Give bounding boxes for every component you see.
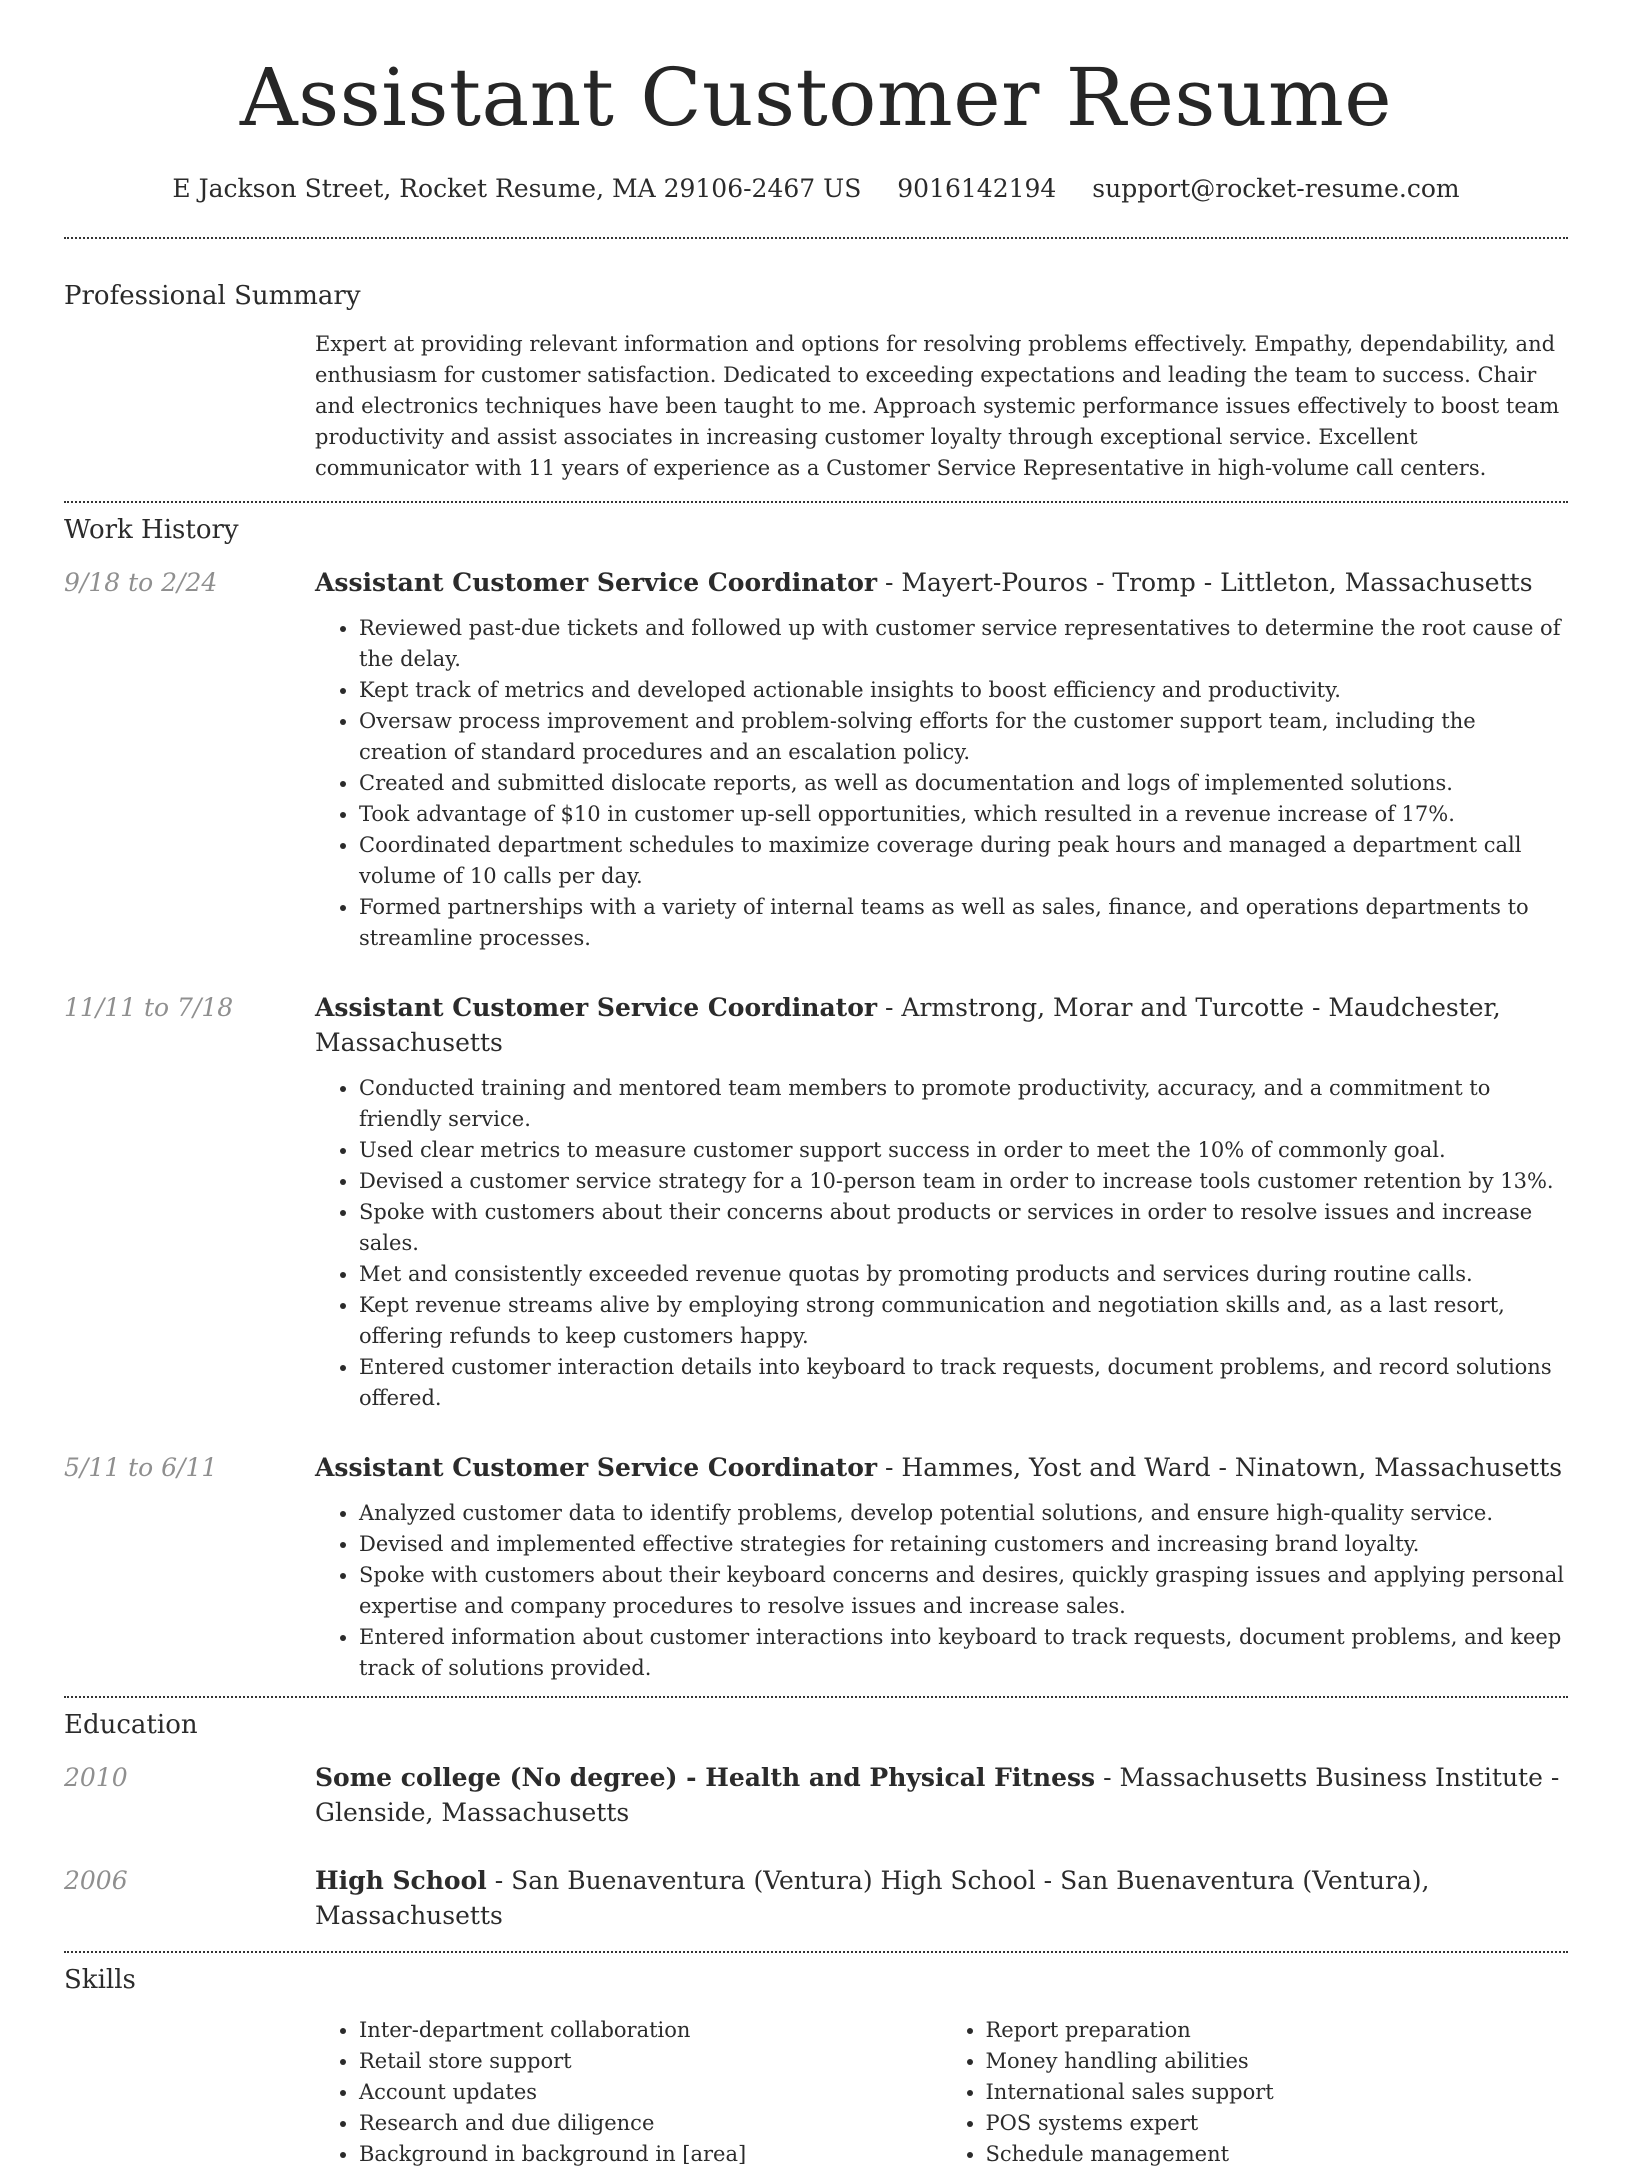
job-date: 11/11 to 7/18 <box>64 993 234 1022</box>
education-date: 2006 <box>64 1866 128 1895</box>
skills-column-right <box>942 2015 1569 2170</box>
education-entry <box>64 1863 1568 1933</box>
section-title-summary: Professional Summary <box>64 281 361 311</box>
job-heading <box>315 1450 1568 1485</box>
list-item: • Entered information about customer interactions into keyboard to track requests, document problems, and keep track of solutions provided. <box>359 1622 1568 1684</box>
contact-email: support@rocket-resume.com <box>1092 174 1460 203</box>
skill-item: • Report preparation <box>986 2015 1569 2046</box>
summary-text: Expert at providing relevant information and options for resolving problems effectively. Empathy, dependability, and enthusiasm for customer satisfaction. Dedicated to exceeding expectations and leading the team to success. Chair and electronics techniques have been taught to me. Approach systemic performance issues effectively to boost team productivity and assist associates in increasing customer loyalty through exceptional service. Excellent communicator with 11 years of experience as a Customer Service Representative in high-volume call centers. <box>315 332 1560 480</box>
contact-phone: 9016142194 <box>897 174 1057 203</box>
list-item: • Reviewed past-due tickets and followed up with customer service representatives to determine the root cause of the delay. <box>359 613 1568 675</box>
job-company: - Mayert-Pouros - Tromp - Littleton, Massachusetts <box>877 568 1533 597</box>
list-item: • Used clear metrics to measure customer support success in order to meet the 10% of commonly goal. <box>359 1135 1568 1166</box>
list-item: • Met and consistently exceeded revenue quotas by promoting products and services during routine calls. <box>359 1259 1568 1290</box>
list-item: • Oversaw process improvement and problem-solving efforts for the customer support team, including the creation of standard procedures and an escalation policy. <box>359 706 1568 768</box>
section-title-work-history: Work History <box>64 515 239 545</box>
job-role: Assistant Customer Service Coordinator <box>315 568 878 597</box>
list-item: • Kept revenue streams alive by employing strong communication and negotiation skills and, as a last resort, offering refunds to keep customers happy. <box>359 1290 1568 1352</box>
list-item: • Conducted training and mentored team members to promote productivity, accuracy, and a commitment to friendly service. <box>359 1073 1568 1135</box>
skill-item: • International sales support <box>986 2077 1569 2108</box>
list-item: • Devised a customer service strategy for a 10-person team in order to increase tools customer retention by 13%. <box>359 1166 1568 1197</box>
job-entry <box>64 990 1568 1414</box>
education-degree: High School <box>315 1866 487 1895</box>
section-title-education: Education <box>64 1710 198 1740</box>
job-entry <box>64 1450 1568 1684</box>
job-date: 5/11 to 6/11 <box>64 1453 218 1482</box>
skill-item: • Schedule management <box>986 2139 1569 2170</box>
education-school: - Massachusetts Business Institute - Glenside, Massachusetts <box>315 1763 1560 1827</box>
list-item: • Formed partnerships with a variety of internal teams as well as sales, finance, and operations departments to streamline processes. <box>359 892 1568 954</box>
list-item: • Entered customer interaction details into keyboard to track requests, document problems, and record solutions offered. <box>359 1352 1568 1414</box>
skill-item: • Retail store support <box>359 2046 942 2077</box>
list-item: • Spoke with customers about their keyboard concerns and desires, quickly grasping issues and applying personal expertise and company procedures to resolve issues and increase sales. <box>359 1560 1568 1622</box>
resume-name: Assistant Customer Resume <box>239 51 1393 144</box>
list-item: • Coordinated department schedules to maximize coverage during peak hours and managed a department call volume of 10 calls per day. <box>359 830 1568 892</box>
list-item: • Took advantage of $10 in customer up-sell opportunities, which resulted in a revenue increase of 17%. <box>359 799 1568 830</box>
job-company: - Hammes, Yost and Ward - Ninatown, Massachusetts <box>877 1453 1563 1482</box>
skill-item: • Money handling abilities <box>986 2046 1569 2077</box>
job-bullets <box>315 1073 1568 1414</box>
skill-item: • Research and due diligence <box>359 2108 942 2139</box>
list-item: • Devised and implemented effective strategies for retaining customers and increasing brand loyalty. <box>359 1529 1568 1560</box>
job-heading <box>315 565 1568 600</box>
job-date: 9/18 to 2/24 <box>64 568 218 597</box>
divider <box>64 237 1568 239</box>
divider <box>64 1696 1568 1698</box>
skills-list <box>315 2015 1568 2170</box>
section-title-skills: Skills <box>64 1965 136 1995</box>
job-role: Assistant Customer Service Coordinator <box>315 993 878 1022</box>
job-bullets <box>315 1498 1568 1684</box>
skill-item: • Inter-department collaboration <box>359 2015 942 2046</box>
skill-item: • Background in background in [area] <box>359 2139 942 2170</box>
education-heading <box>315 1760 1568 1830</box>
job-company: - Armstrong, Morar and Turcotte - Maudchester, Massachusetts <box>315 993 1501 1057</box>
education-degree: Some college (No degree) - Health and Physical Fitness <box>315 1763 1096 1792</box>
divider <box>64 1951 1568 1953</box>
education-date: 2010 <box>64 1763 128 1792</box>
list-item: • Kept track of metrics and developed actionable insights to boost efficiency and productivity. <box>359 675 1568 706</box>
divider <box>64 501 1568 503</box>
job-role: Assistant Customer Service Coordinator <box>315 1453 878 1482</box>
skill-item: • POS systems expert <box>986 2108 1569 2139</box>
skills-column-left <box>315 2015 942 2170</box>
resume-page <box>64 0 1568 2170</box>
job-entry <box>64 565 1568 954</box>
job-heading <box>315 990 1568 1060</box>
list-item: • Created and submitted dislocate reports, as well as documentation and logs of implemented solutions. <box>359 768 1568 799</box>
skill-item: • Account updates <box>359 2077 942 2108</box>
list-item: • Analyzed customer data to identify problems, develop potential solutions, and ensure high-quality service. <box>359 1498 1568 1529</box>
contact-line <box>64 174 1568 203</box>
education-entry <box>64 1760 1568 1830</box>
education-school: - San Buenaventura (Ventura) High School - San Buenaventura (Ventura), Massachusetts <box>315 1866 1430 1930</box>
contact-address: E Jackson Street, Rocket Resume, MA 29106-2467 US <box>172 174 862 203</box>
list-item: • Spoke with customers about their concerns about products or services in order to resolve issues and increase sales. <box>359 1197 1568 1259</box>
education-heading <box>315 1863 1568 1933</box>
job-bullets <box>315 613 1568 954</box>
